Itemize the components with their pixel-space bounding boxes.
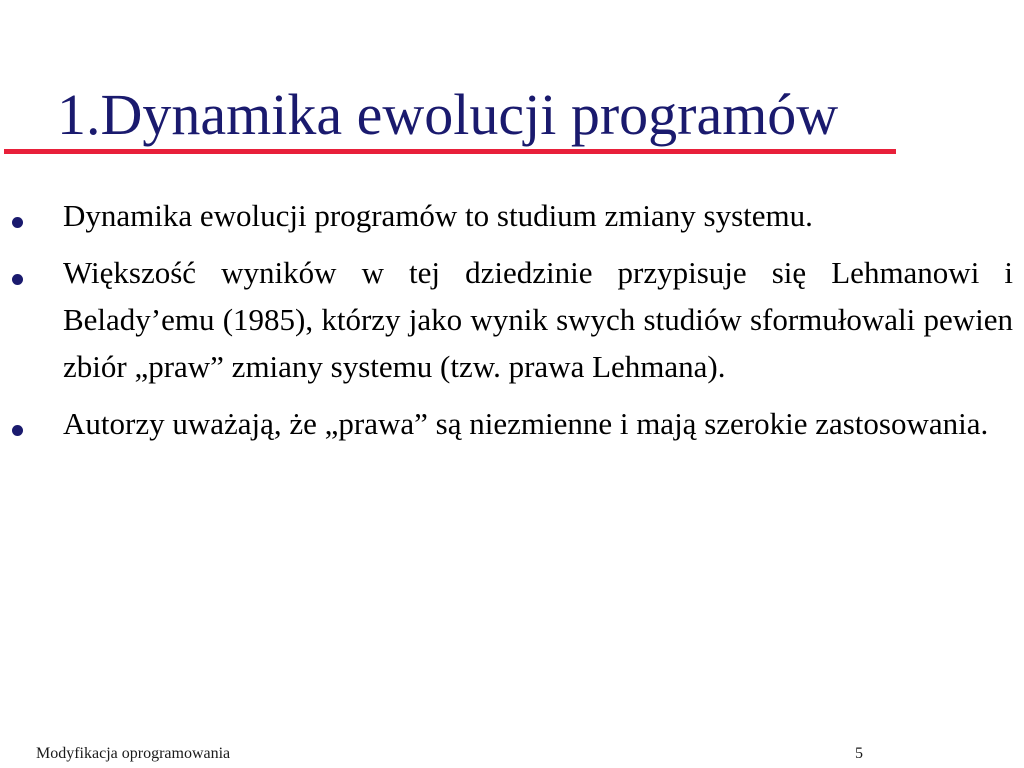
page-number: 5 (855, 745, 863, 762)
bullet-list (0, 192, 1024, 457)
bullet-text: Większość wyników w tej dziedzinie przypisuje się Lehmanowi i Belady’emu (1985), którzy jako wynik swych studiów sformułowali pewien zbiór „praw” zmiany systemu (tzw. prawa Lehmana). (63, 255, 1013, 384)
title-underline (4, 149, 896, 154)
bullet-item (0, 400, 1024, 447)
bullet-item (0, 249, 1024, 390)
bullet-dot-icon (12, 217, 23, 228)
bullet-item (0, 192, 1024, 239)
bullet-dot-icon (12, 274, 23, 285)
slide-title: 1.Dynamika ewolucji programów (57, 82, 839, 147)
bullet-text: Autorzy uważają, że „prawa” są niezmienne i mają szerokie zastosowania. (63, 406, 989, 441)
footer-title: Modyfikacja oprogramowania (36, 745, 231, 762)
bullet-text: Dynamika ewolucji programów to studium zmiany systemu. (63, 198, 813, 233)
bullet-dot-icon (12, 425, 23, 436)
